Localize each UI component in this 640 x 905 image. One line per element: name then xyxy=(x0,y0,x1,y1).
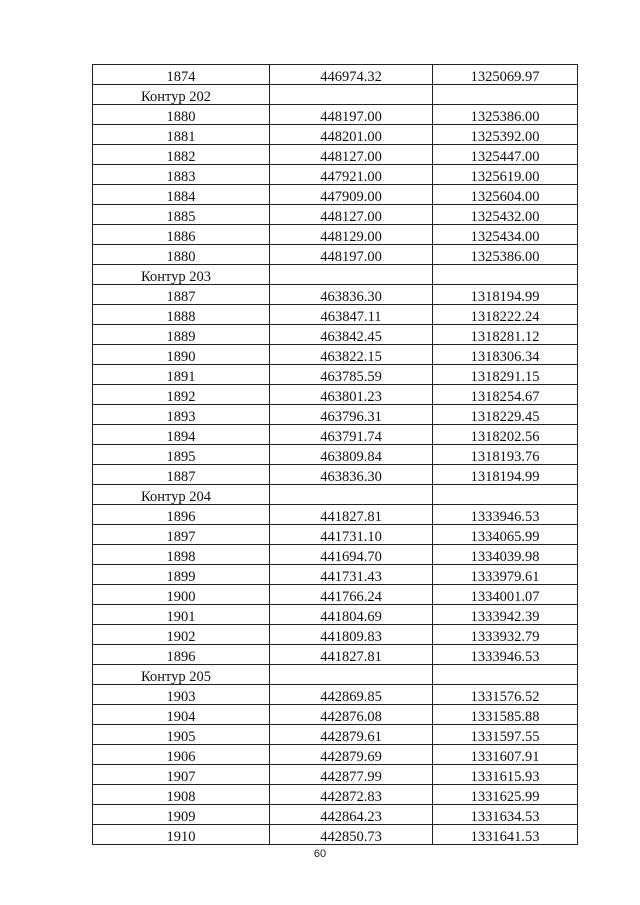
y-coordinate-cell: 1318291.15 xyxy=(433,365,578,385)
y-coordinate-cell: 1333932.79 xyxy=(433,625,578,645)
x-coordinate-cell: 446974.32 xyxy=(270,65,433,85)
x-coordinate-cell: 441694.70 xyxy=(270,545,433,565)
x-coordinate-cell: 441731.10 xyxy=(270,525,433,545)
x-coordinate-cell: 448127.00 xyxy=(270,145,433,165)
y-coordinate-cell: 1333979.61 xyxy=(433,565,578,585)
x-coordinate-cell: 441809.83 xyxy=(270,625,433,645)
y-coordinate-cell: 1325604.00 xyxy=(433,185,578,205)
y-coordinate-cell: 1318306.34 xyxy=(433,345,578,365)
point-number-cell: 1887 xyxy=(93,285,270,305)
point-number-cell: 1900 xyxy=(93,585,270,605)
y-coordinate-cell: 1331576.52 xyxy=(433,685,578,705)
point-number-cell: 1896 xyxy=(93,645,270,665)
point-number-cell: 1882 xyxy=(93,145,270,165)
point-number-cell: 1883 xyxy=(93,165,270,185)
empty-cell xyxy=(270,265,433,285)
y-coordinate-cell: 1331641.53 xyxy=(433,825,578,845)
x-coordinate-cell: 448197.00 xyxy=(270,105,433,125)
coordinates-table xyxy=(92,64,578,845)
table-row xyxy=(93,305,578,325)
table-row xyxy=(93,125,578,145)
y-coordinate-cell: 1325069.97 xyxy=(433,65,578,85)
contour-header-row xyxy=(93,265,578,285)
empty-cell xyxy=(433,265,578,285)
x-coordinate-cell: 442864.23 xyxy=(270,805,433,825)
x-coordinate-cell: 442876.08 xyxy=(270,705,433,725)
table-row xyxy=(93,525,578,545)
y-coordinate-cell: 1334065.99 xyxy=(433,525,578,545)
page-number: 60 xyxy=(313,848,327,860)
point-number-cell: 1898 xyxy=(93,545,270,565)
y-coordinate-cell: 1331634.53 xyxy=(433,805,578,825)
x-coordinate-cell: 463842.45 xyxy=(270,325,433,345)
point-number-cell: 1908 xyxy=(93,785,270,805)
point-number-cell: 1885 xyxy=(93,205,270,225)
point-number-cell: 1874 xyxy=(93,65,270,85)
empty-cell xyxy=(433,485,578,505)
point-number-cell: 1907 xyxy=(93,765,270,785)
y-coordinate-cell: 1331597.55 xyxy=(433,725,578,745)
contour-label: Контур 203 xyxy=(93,265,270,285)
x-coordinate-cell: 442872.83 xyxy=(270,785,433,805)
table-row xyxy=(93,105,578,125)
point-number-cell: 1899 xyxy=(93,565,270,585)
y-coordinate-cell: 1331615.93 xyxy=(433,765,578,785)
table-row xyxy=(93,825,578,845)
point-number-cell: 1884 xyxy=(93,185,270,205)
table-row xyxy=(93,405,578,425)
contour-header-row xyxy=(93,85,578,105)
x-coordinate-cell: 442869.85 xyxy=(270,685,433,705)
y-coordinate-cell: 1333946.53 xyxy=(433,505,578,525)
table-row xyxy=(93,65,578,85)
table-row xyxy=(93,285,578,305)
y-coordinate-cell: 1318193.76 xyxy=(433,445,578,465)
y-coordinate-cell: 1333946.53 xyxy=(433,645,578,665)
table-row xyxy=(93,245,578,265)
x-coordinate-cell: 463836.30 xyxy=(270,285,433,305)
x-coordinate-cell: 448201.00 xyxy=(270,125,433,145)
x-coordinate-cell: 463822.15 xyxy=(270,345,433,365)
y-coordinate-cell: 1325447.00 xyxy=(433,145,578,165)
x-coordinate-cell: 463796.31 xyxy=(270,405,433,425)
point-number-cell: 1880 xyxy=(93,245,270,265)
table-row xyxy=(93,365,578,385)
coordinates-table-body xyxy=(93,65,578,845)
x-coordinate-cell: 448129.00 xyxy=(270,225,433,245)
point-number-cell: 1894 xyxy=(93,425,270,445)
y-coordinate-cell: 1325619.00 xyxy=(433,165,578,185)
table-row xyxy=(93,345,578,365)
y-coordinate-cell: 1318194.99 xyxy=(433,285,578,305)
x-coordinate-cell: 441827.81 xyxy=(270,645,433,665)
contour-header-row xyxy=(93,665,578,685)
y-coordinate-cell: 1318222.24 xyxy=(433,305,578,325)
y-coordinate-cell: 1325386.00 xyxy=(433,105,578,125)
y-coordinate-cell: 1334039.98 xyxy=(433,545,578,565)
x-coordinate-cell: 448127.00 xyxy=(270,205,433,225)
x-coordinate-cell: 441827.81 xyxy=(270,505,433,525)
table-row xyxy=(93,545,578,565)
table-row xyxy=(93,465,578,485)
point-number-cell: 1905 xyxy=(93,725,270,745)
table-row xyxy=(93,765,578,785)
table-row xyxy=(93,205,578,225)
point-number-cell: 1889 xyxy=(93,325,270,345)
contour-label: Контур 205 xyxy=(93,665,270,685)
y-coordinate-cell: 1318202.56 xyxy=(433,425,578,445)
table-row xyxy=(93,445,578,465)
x-coordinate-cell: 441804.69 xyxy=(270,605,433,625)
table-row xyxy=(93,325,578,345)
empty-cell xyxy=(270,485,433,505)
y-coordinate-cell: 1318194.99 xyxy=(433,465,578,485)
table-row xyxy=(93,585,578,605)
x-coordinate-cell: 447909.00 xyxy=(270,185,433,205)
x-coordinate-cell: 442879.69 xyxy=(270,745,433,765)
table-row xyxy=(93,705,578,725)
point-number-cell: 1895 xyxy=(93,445,270,465)
point-number-cell: 1896 xyxy=(93,505,270,525)
empty-cell xyxy=(270,85,433,105)
y-coordinate-cell: 1325392.00 xyxy=(433,125,578,145)
point-number-cell: 1910 xyxy=(93,825,270,845)
table-row xyxy=(93,805,578,825)
y-coordinate-cell: 1331607.91 xyxy=(433,745,578,765)
point-number-cell: 1887 xyxy=(93,465,270,485)
table-row xyxy=(93,225,578,245)
table-row xyxy=(93,725,578,745)
table-row xyxy=(93,685,578,705)
y-coordinate-cell: 1331585.88 xyxy=(433,705,578,725)
point-number-cell: 1901 xyxy=(93,605,270,625)
table-row xyxy=(93,565,578,585)
y-coordinate-cell: 1318229.45 xyxy=(433,405,578,425)
point-number-cell: 1906 xyxy=(93,745,270,765)
point-number-cell: 1892 xyxy=(93,385,270,405)
point-number-cell: 1888 xyxy=(93,305,270,325)
point-number-cell: 1909 xyxy=(93,805,270,825)
table-row xyxy=(93,625,578,645)
table-row xyxy=(93,605,578,625)
point-number-cell: 1891 xyxy=(93,365,270,385)
contour-label: Контур 204 xyxy=(93,485,270,505)
x-coordinate-cell: 448197.00 xyxy=(270,245,433,265)
x-coordinate-cell: 463847.11 xyxy=(270,305,433,325)
x-coordinate-cell: 441731.43 xyxy=(270,565,433,585)
point-number-cell: 1881 xyxy=(93,125,270,145)
x-coordinate-cell: 463791.74 xyxy=(270,425,433,445)
table-row xyxy=(93,745,578,765)
contour-label: Контур 202 xyxy=(93,85,270,105)
x-coordinate-cell: 442879.61 xyxy=(270,725,433,745)
y-coordinate-cell: 1325386.00 xyxy=(433,245,578,265)
point-number-cell: 1897 xyxy=(93,525,270,545)
table-row xyxy=(93,145,578,165)
y-coordinate-cell: 1334001.07 xyxy=(433,585,578,605)
point-number-cell: 1893 xyxy=(93,405,270,425)
contour-header-row xyxy=(93,485,578,505)
point-number-cell: 1886 xyxy=(93,225,270,245)
table-row xyxy=(93,505,578,525)
x-coordinate-cell: 463801.23 xyxy=(270,385,433,405)
y-coordinate-cell: 1325432.00 xyxy=(433,205,578,225)
x-coordinate-cell: 447921.00 xyxy=(270,165,433,185)
table-row xyxy=(93,165,578,185)
point-number-cell: 1902 xyxy=(93,625,270,645)
table-row xyxy=(93,185,578,205)
y-coordinate-cell: 1318281.12 xyxy=(433,325,578,345)
x-coordinate-cell: 463809.84 xyxy=(270,445,433,465)
y-coordinate-cell: 1325434.00 xyxy=(433,225,578,245)
y-coordinate-cell: 1331625.99 xyxy=(433,785,578,805)
point-number-cell: 1880 xyxy=(93,105,270,125)
x-coordinate-cell: 463785.59 xyxy=(270,365,433,385)
point-number-cell: 1903 xyxy=(93,685,270,705)
x-coordinate-cell: 463836.30 xyxy=(270,465,433,485)
x-coordinate-cell: 441766.24 xyxy=(270,585,433,605)
y-coordinate-cell: 1318254.67 xyxy=(433,385,578,405)
point-number-cell: 1890 xyxy=(93,345,270,365)
empty-cell xyxy=(433,665,578,685)
empty-cell xyxy=(270,665,433,685)
table-row xyxy=(93,785,578,805)
table-row xyxy=(93,385,578,405)
table-row xyxy=(93,645,578,665)
table-row xyxy=(93,425,578,445)
x-coordinate-cell: 442877.99 xyxy=(270,765,433,785)
point-number-cell: 1904 xyxy=(93,705,270,725)
y-coordinate-cell: 1333942.39 xyxy=(433,605,578,625)
empty-cell xyxy=(433,85,578,105)
x-coordinate-cell: 442850.73 xyxy=(270,825,433,845)
